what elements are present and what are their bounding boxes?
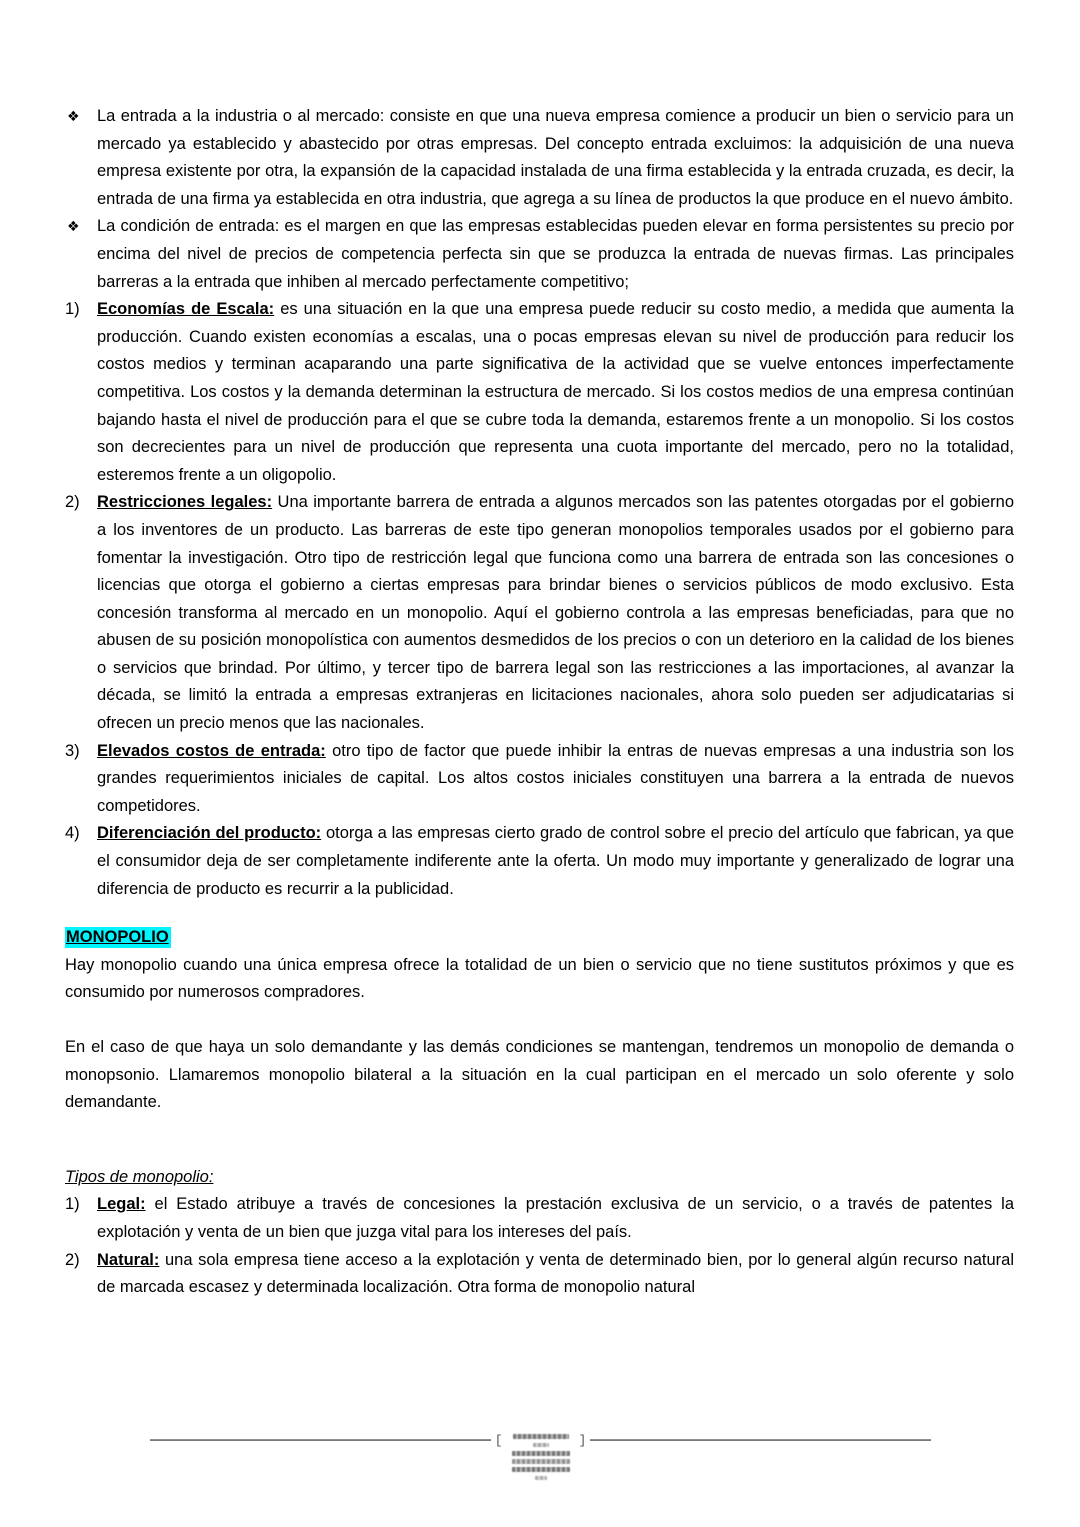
item-body-text: Una importante barrera de entrada a algunos mercados son las patentes otorgadas por el gobierno a los inventores de un producto. Las barreras de este tipo generan monopolios temporales usados por el gobierno para fomentar la investigación. Otro tipo de restricción legal que funciona como una barrera de entrada son las concesiones o licencias que otorga el gobierno a ciertas empresas para brindar bienes o servicios públicos de modo exclusivo. Esta concesión transforma al mercado en un monopolio. Aquí el gobierno controla a las empresas beneficiadas, para que no abusen de su posición monopolística con aumentos desmedidos de los precios o con un deterioro en la calidad de los bienes o servicios que brindad. Por último, y tercer tipo de barrera legal son las restricciones a las importaciones, al avanzar la década, se limitó la entrada a empresas extranjeras en licitaciones nacionales, ahora solo pueden ser adjudicatarias si ofrecen un precio menos que las nacionales.	[97, 493, 1015, 733]
diamond-bullet-icon: ❖	[67, 108, 80, 124]
illegible-watermark-stamp-icon	[509, 1433, 573, 1480]
tipo-text	[97, 1247, 1014, 1302]
list-number: 2)	[65, 493, 80, 512]
tipo-text	[97, 1191, 1014, 1246]
list-number: 3)	[65, 741, 80, 760]
item-body-text: otro tipo de factor que puede inhibir la entras de nuevas empresas a una industria son los grandes requerimientos iniciales de capital. Los altos costos iniciales constituyen una barrera a la entrada de nuevos competidores.	[97, 741, 1014, 815]
bullet-item-entrada	[65, 103, 1014, 213]
stamp-row	[535, 1476, 547, 1480]
numbered-item-diferenciacion	[65, 820, 1014, 903]
stamp-row	[512, 1467, 570, 1472]
bullet-text: La condición de entrada: es el margen en que las empresas establecidas pueden elevar en forma persistentes su precio por encima del nivel de precios de competencia perfecta sin que se produzca la entrada de nuevas firmas. Las principales barreras a la entrada que inhiben al mercado perfectamente competitivo;	[97, 217, 1014, 291]
numbered-item-economias	[65, 296, 1014, 489]
item-lead-elevados-costos: Elevados costos de entrada:	[97, 741, 326, 760]
stamp-bracket-left-icon: [	[494, 1433, 503, 1448]
item-lead-economias-de-escala: Economías de Escala:	[97, 300, 275, 319]
tipo-item-natural	[65, 1247, 1014, 1302]
list-number: 1)	[65, 300, 80, 319]
item-lead-diferenciacion: Diferenciación del producto:	[97, 824, 322, 843]
tipos-de-monopolio-heading: Tipos de monopolio:	[65, 1167, 214, 1186]
item-lead-natural: Natural:	[97, 1250, 160, 1269]
monopolio-paragraph-1: Hay monopolio cuando una única empresa ofrece la totalidad de un bien o servicio que no tiene sustitutos próximos y que es consumido por numerosos compradores.	[65, 955, 1014, 1002]
item-lead-legal: Legal:	[97, 1195, 146, 1214]
numbered-text	[97, 296, 1014, 489]
item-body-text: una sola empresa tiene acceso a la explotación y venta de determinado bien, por lo general algún recurso natural de marcada escasez y determinada localización. Otra forma de monopolio natural	[97, 1250, 1014, 1297]
footer-divider	[150, 1433, 931, 1480]
numbered-item-elevados-costos	[65, 738, 1014, 821]
numbered-text	[97, 738, 1014, 821]
stamp-bracket-right-icon: ]	[578, 1433, 587, 1448]
diamond-bullet-icon: ❖	[67, 218, 80, 235]
item-body-text: es una situación en la que una empresa puede reducir su costo medio, a medida que aumenta la producción. Cuando existen economías a escalas, una o pocas empresas elevan su nivel de producción para reducir los costos medios y terminan acaparando una parte significativa de la actividad que se vuelve entonces imperfectamente competitiva. Los costos y la demanda determinan la estructura de mercado. Si los costos medios de una empresa continúan bajando hasta el nivel de producción para el que se cubre toda la demanda, estaremos frente a un monopolio. Si los costos son decrecientes para un nivel de producción que representa una cuota importante del mercado, pero no la totalidad, esteremos frente a un oligopolio.	[97, 300, 1014, 484]
numbered-text	[97, 489, 1014, 737]
bullet-text: La entrada a la industria o al mercado: consiste en que una nueva empresa comience a producir un bien o servicio para un mercado ya establecido y abastecido por otras empresas. Del concepto entrada excluimos: la adquisición de una nueva empresa existente por otra, la expansión de la capacidad instalada de una firma establecida y la entrada cruzada, es decir, la entrada de una firma ya establecida en otra industria, que agrega a su línea de productos la que produce en el nuevo ámbito.	[97, 107, 1014, 208]
stamp-row	[513, 1434, 569, 1439]
divider-line-right	[590, 1439, 931, 1441]
numbered-text	[97, 820, 1014, 903]
divider-line-left	[150, 1439, 491, 1441]
stamp-row	[533, 1443, 549, 1447]
document-page	[65, 103, 1014, 1302]
stamp-row	[512, 1451, 570, 1456]
bullet-item-condicion	[65, 213, 1014, 296]
stamp-row	[512, 1459, 570, 1464]
item-body-text: el Estado atribuye a través de concesiones la prestación exclusiva de un servicio, o a través de patentes la explotación y venta de un bien que juzga vital para los intereses del país.	[97, 1195, 1014, 1241]
tipo-item-legal	[65, 1191, 1014, 1246]
list-number: 2)	[65, 1250, 80, 1269]
numbered-item-restricciones	[65, 489, 1014, 737]
item-body-text: otorga a las empresas cierto grado de control sobre el precio del artículo que fabrican, ya que el consumidor deja de ser completamente indiferente ante la oferta. Un modo muy importante y generalizado de lograr una diferencia de producto es recurrir a la publicidad.	[97, 824, 1014, 898]
monopolio-heading-highlight: MONOPOLIO	[66, 928, 169, 947]
list-number: 4)	[65, 824, 80, 843]
monopolio-paragraph-2: En el caso de que haya un solo demandante y las demás condiciones se mantengan, tendremos un monopolio de demanda o monopsonio. Llamaremos monopolio bilateral a la situación en la cual participan en el mercado un solo oferente y solo demandante.	[65, 1038, 1014, 1112]
monopolio-heading	[65, 924, 1014, 952]
list-number: 1)	[65, 1195, 80, 1214]
item-lead-restricciones-legales: Restricciones legales:	[97, 493, 273, 512]
